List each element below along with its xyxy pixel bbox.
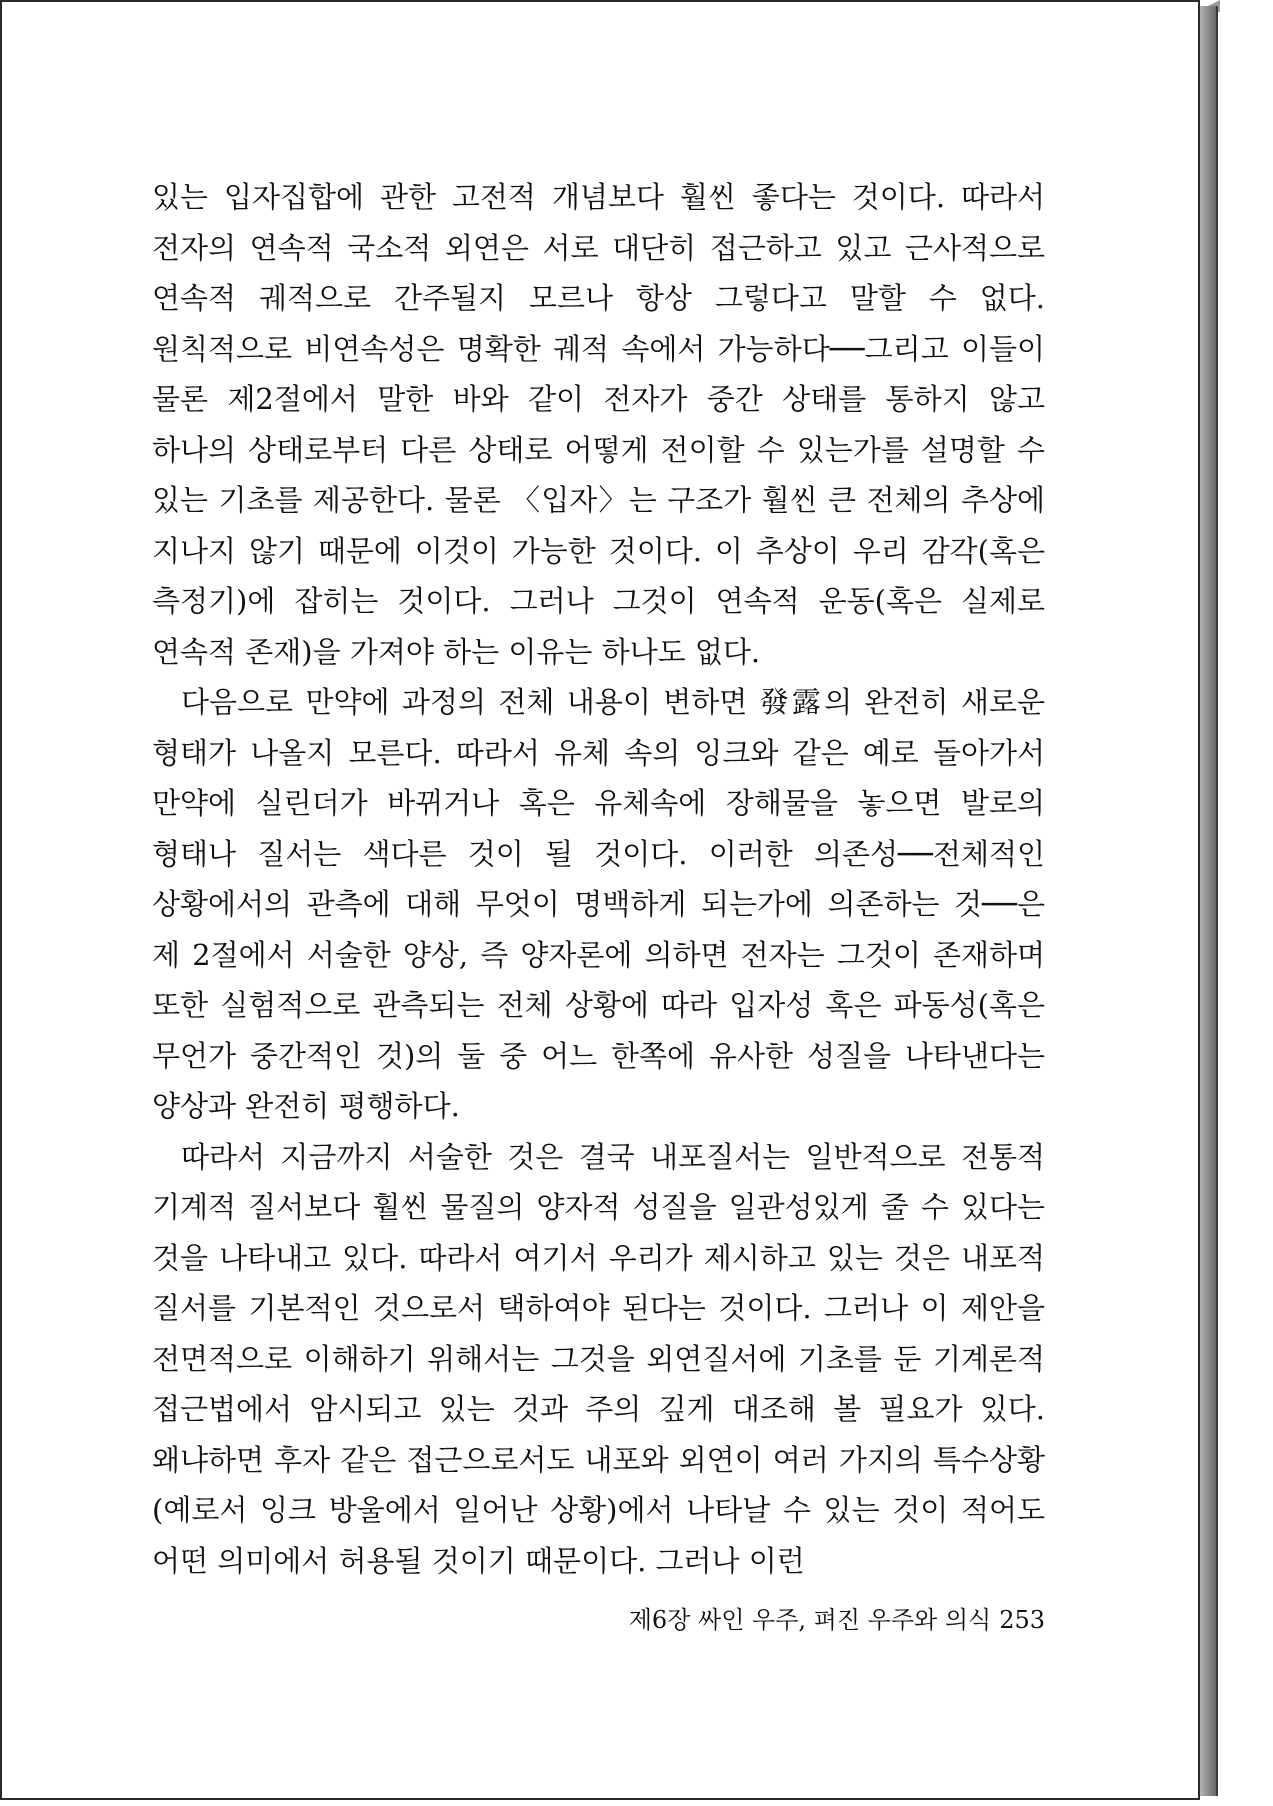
page-number: 253 [999,1606,1045,1634]
chapter-title: 제6장 싸인 우주, 펴진 우주와 의식 [628,1606,992,1634]
paragraph-implicate-order: 따라서 지금까지 서술한 것은 결국 내포질서는 일반적으로 전통적 기계적 질서보다 훨씬 물질의 양자적 성질을 일관성있게 줄 수 있다는 것을 나타내고 있다. 따라서 여기서 우리가 제시하고 있는 것은 내포적 질서를 기본적인 것으로서 택하여야 된다는 것이다. 그러나 이 제안을 전면적으로 이해하기 위해서는 그것을 외연질서에 기초를 둔 기계론적 접근법에서 암시되고 있는 것과 주의 깊게 대조해 볼 필요가 있다. 왜냐하면 후자 같은 접근으로서도 내포와 외연이 여러 가지의 특수상황(예로서 잉크 방울에서 일어난 상황)에서 나타날 수 있는 것이 적어도 어떤 의미에서 허용될 것이기 때문이다. 그러나 이런 [152,1139,1045,1578]
page-stack-edge [1198,6,1218,1796]
page-body [152,172,1045,1586]
paragraph-continued: 있는 입자집합에 관한 고전적 개념보다 훨씬 좋다는 것이다. 따라서 전자의 연속적 국소적 외연은 서로 대단히 접근하고 있고 근사적으로 연속적 궤적으로 간주될지 모르나 항상 그렇다고 말할 수 없다. 원칙적으로 비연속성은 명확한 궤적 속에서 가능하다──그리고 이들이 물론 제2절에서 말한 바와 같이 전자가 중간 상태를 통하지 않고 하나의 상태로부터 다른 상태로 어떻게 전이할 수 있는가를 설명할 수 있는 기초를 제공한다. 물론 〈입자〉는 구조가 훨씬 큰 전체의 추상에 지나지 않기 때문에 이것이 가능한 것이다. 이 추상이 우리 감각(혹은 측정기)에 잡히는 것이다. 그러나 그것이 연속적 운동(혹은 실제로 연속적 존재)을 가져야 하는 이유는 하나도 없다. [152,180,1045,669]
running-footer [152,1604,1045,1636]
paragraph-manifestation-dependence: 다음으로 만약에 과정의 전체 내용이 변하면 發露의 완전히 새로운 형태가 나올지 모른다. 따라서 유체 속의 잉크와 같은 예로 돌아가서 만약에 실린더가 바뀌거나 혹은 유체속에 장해물을 놓으면 발로의 형태나 질서는 색다른 것이 될 것이다. 이러한 의존성──전체적인 상황에서의 관측에 대해 무엇이 명백하게 되는가에 의존하는 것──은 제 2절에서 서술한 양상, 즉 양자론에 의하면 전자는 그것이 존재하며 또한 실험적으로 관측되는 전체 상황에 따라 입자성 혹은 파동성(혹은 무언가 중간적인 것)의 둘 중 어느 한쪽에 유사한 성질을 나타낸다는 양상과 완전히 평행하다. [152,685,1045,1123]
